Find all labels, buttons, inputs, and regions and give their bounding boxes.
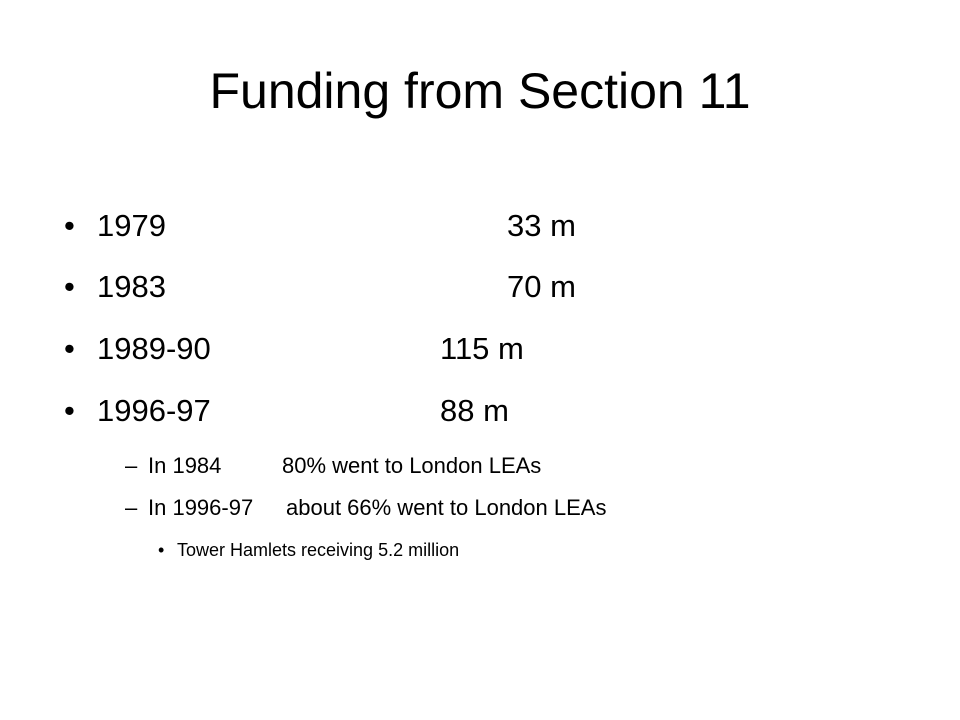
sub-sub-bullet-marker: • — [158, 540, 165, 560]
sub-sub-bullet-text: Tower Hamlets receiving 5.2 million — [177, 540, 460, 560]
sub-bullet-marker: – — [125, 495, 138, 520]
bullet-amount: 70 m — [507, 269, 576, 304]
bullet-amount: 33 m — [507, 208, 576, 243]
bullet-marker: • — [64, 393, 75, 428]
bullet-marker: • — [64, 269, 75, 304]
bullet-marker: • — [64, 208, 75, 243]
bullet-year: 1989-90 — [97, 331, 211, 366]
sub-bullet-marker: – — [125, 453, 138, 478]
bullet-year: 1979 — [97, 208, 166, 243]
sub-bullet-lead: In 1996-97 — [148, 495, 254, 520]
bullet-marker: • — [64, 331, 75, 366]
bullet-amount: 115 m — [440, 331, 524, 366]
sub-bullet-text: 80% went to London LEAs — [282, 453, 542, 478]
bullet-year: 1996-97 — [97, 393, 211, 428]
sub-bullet-text: about 66% went to London LEAs — [286, 495, 607, 520]
sub-bullet-lead: In 1984 — [148, 453, 222, 478]
slide-title: Funding from Section 11 — [209, 63, 751, 119]
bullet-year: 1983 — [97, 269, 166, 304]
bullet-amount: 88 m — [440, 393, 509, 428]
